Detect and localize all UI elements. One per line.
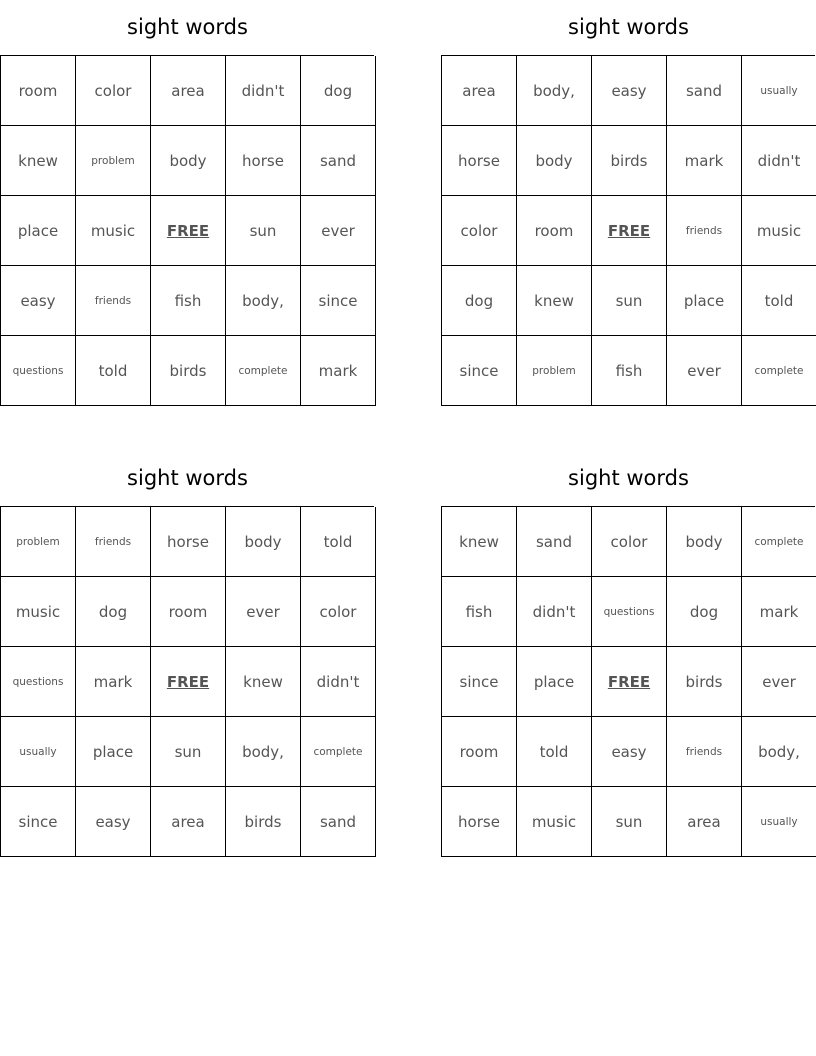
word-cell: told (301, 507, 376, 577)
word-cell: complete (742, 507, 816, 577)
word-cell: sun (151, 717, 226, 787)
bingo-grid (441, 506, 815, 857)
word-cell: room (151, 577, 226, 647)
word-cell: easy (592, 717, 667, 787)
bingo-card-1 (0, 0, 375, 406)
word-cell: since (1, 787, 76, 857)
word-cell: horse (442, 126, 517, 196)
word-cell: area (151, 56, 226, 126)
word-cell: questions (1, 336, 76, 406)
word-cell: music (76, 196, 151, 266)
word-cell: horse (226, 126, 301, 196)
word-cell: sun (592, 787, 667, 857)
word-cell: music (517, 787, 592, 857)
word-cell: color (442, 196, 517, 266)
word-cell: friends (76, 266, 151, 336)
card-title: sight words (568, 15, 689, 39)
word-cell: questions (1, 647, 76, 717)
word-cell: color (76, 56, 151, 126)
word-cell: sun (592, 266, 667, 336)
word-cell: friends (667, 717, 742, 787)
word-cell: usually (1, 717, 76, 787)
word-cell: dog (76, 577, 151, 647)
word-cell: ever (226, 577, 301, 647)
word-cell: dog (667, 577, 742, 647)
word-cell: easy (76, 787, 151, 857)
free-space-cell: FREE (592, 647, 667, 717)
word-cell: knew (226, 647, 301, 717)
word-cell: knew (1, 126, 76, 196)
word-cell: since (442, 647, 517, 717)
word-cell: problem (76, 126, 151, 196)
word-cell: fish (151, 266, 226, 336)
word-cell: music (1, 577, 76, 647)
word-cell: body (667, 507, 742, 577)
word-cell: area (442, 56, 517, 126)
word-cell: birds (667, 647, 742, 717)
word-cell: since (442, 336, 517, 406)
card-title: sight words (127, 15, 248, 39)
word-cell: sand (517, 507, 592, 577)
bingo-grid (0, 506, 374, 857)
word-cell: horse (151, 507, 226, 577)
word-cell: body, (226, 266, 301, 336)
word-cell: easy (592, 56, 667, 126)
word-cell: told (76, 336, 151, 406)
word-cell: complete (742, 336, 816, 406)
word-cell: sand (301, 126, 376, 196)
word-cell: problem (1, 507, 76, 577)
word-cell: body, (742, 717, 816, 787)
word-cell: ever (742, 647, 816, 717)
word-cell: body, (226, 717, 301, 787)
word-cell: place (517, 647, 592, 717)
word-cell: didn't (301, 647, 376, 717)
card-title: sight words (127, 466, 248, 490)
word-cell: room (1, 56, 76, 126)
word-cell: birds (592, 126, 667, 196)
word-cell: music (742, 196, 816, 266)
word-cell: knew (442, 507, 517, 577)
word-cell: body (151, 126, 226, 196)
bingo-grid (441, 55, 815, 406)
card-title: sight words (568, 466, 689, 490)
word-cell: sand (667, 56, 742, 126)
word-cell: fish (442, 577, 517, 647)
word-cell: didn't (226, 56, 301, 126)
word-cell: didn't (517, 577, 592, 647)
word-cell: since (301, 266, 376, 336)
bingo-card-2 (441, 0, 816, 406)
word-cell: mark (301, 336, 376, 406)
word-cell: usually (742, 787, 816, 857)
word-cell: room (517, 196, 592, 266)
word-cell: place (76, 717, 151, 787)
word-cell: told (517, 717, 592, 787)
word-cell: area (151, 787, 226, 857)
word-cell: sand (301, 787, 376, 857)
word-cell: color (301, 577, 376, 647)
word-cell: easy (1, 266, 76, 336)
word-cell: mark (742, 577, 816, 647)
bingo-grid (0, 55, 374, 406)
word-cell: fish (592, 336, 667, 406)
free-space-cell: FREE (151, 647, 226, 717)
free-space-cell: FREE (592, 196, 667, 266)
word-cell: body, (517, 56, 592, 126)
word-cell: area (667, 787, 742, 857)
word-cell: horse (442, 787, 517, 857)
free-space-cell: FREE (151, 196, 226, 266)
word-cell: mark (76, 647, 151, 717)
word-cell: dog (301, 56, 376, 126)
word-cell: complete (301, 717, 376, 787)
word-cell: ever (301, 196, 376, 266)
word-cell: body (517, 126, 592, 196)
word-cell: didn't (742, 126, 816, 196)
word-cell: birds (226, 787, 301, 857)
word-cell: place (1, 196, 76, 266)
word-cell: questions (592, 577, 667, 647)
word-cell: color (592, 507, 667, 577)
word-cell: problem (517, 336, 592, 406)
word-cell: usually (742, 56, 816, 126)
word-cell: ever (667, 336, 742, 406)
word-cell: place (667, 266, 742, 336)
word-cell: sun (226, 196, 301, 266)
bingo-card-4 (441, 451, 816, 857)
bingo-card-3 (0, 451, 375, 857)
word-cell: dog (442, 266, 517, 336)
word-cell: body (226, 507, 301, 577)
word-cell: room (442, 717, 517, 787)
word-cell: birds (151, 336, 226, 406)
word-cell: knew (517, 266, 592, 336)
word-cell: mark (667, 126, 742, 196)
word-cell: told (742, 266, 816, 336)
word-cell: friends (667, 196, 742, 266)
word-cell: friends (76, 507, 151, 577)
word-cell: complete (226, 336, 301, 406)
